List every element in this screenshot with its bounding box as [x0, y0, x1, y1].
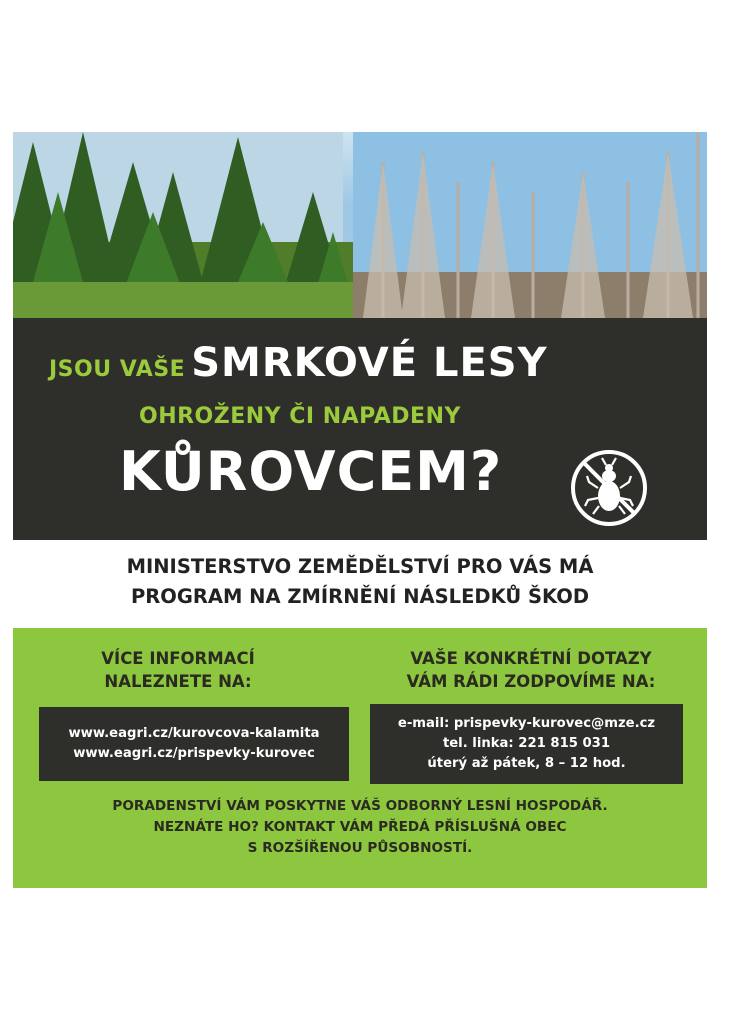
ministry-line-1: MINISTERSTVO ZEMĚDĚLSTVÍ PRO VÁS MÁ — [126, 555, 594, 578]
advice-line-3: S ROZŠÍŘENOU PŮSOBNOSTÍ. — [247, 840, 473, 856]
headline-line-1 — [49, 340, 548, 386]
advice-text — [13, 796, 707, 859]
forest-illustration — [13, 132, 707, 318]
links-box — [39, 707, 349, 781]
ministry-line-2: PROGRAM NA ZMÍRNĚNÍ NÁSLEDKŮ ŠKOD — [130, 585, 590, 608]
forest-photo — [13, 132, 707, 318]
contact-phone: tel. linka: 221 815 031 — [442, 736, 611, 751]
headline-small-text: JSOU VAŠE — [49, 357, 186, 382]
headline-big-text: SMRKOVÉ LESY — [191, 340, 548, 386]
advice-line-1: PORADENSTVÍ VÁM POSKYTNE VÁŠ ODBORNÝ LESNÍ HOSPODÁŘ. — [112, 798, 608, 814]
info-panel — [13, 628, 707, 888]
more-info-heading-line-2: NALEZNETE NA: — [104, 672, 252, 691]
contact-box — [370, 704, 683, 784]
more-info-heading — [53, 647, 303, 693]
questions-heading-line-1: VAŠE KONKRÉTNÍ DOTAZY — [410, 649, 652, 668]
headline-panel — [13, 318, 707, 540]
headline-line-2: OHROŽENY ČI NAPADENY — [139, 404, 461, 429]
link-prispevky-kurovec[interactable]: www.eagri.cz/prispevky-kurovec — [73, 746, 315, 761]
poster — [13, 132, 707, 856]
contact-email[interactable]: e-mail: prispevky-kurovec@mze.cz — [397, 716, 656, 731]
bark-beetle-prohibited-icon — [569, 448, 649, 528]
more-info-heading-line-1: VÍCE INFORMACÍ — [101, 649, 255, 668]
link-kurovcova-kalamita[interactable]: www.eagri.cz/kurovcova-kalamita — [68, 726, 320, 741]
headline-line-3: KŮROVCEM? — [119, 440, 503, 503]
ministry-message — [13, 552, 707, 612]
questions-heading-line-2: VÁM RÁDI ZODPOVÍME NA: — [406, 672, 656, 691]
advice-line-2: NEZNÁTE HO? KONTAKT VÁM PŘEDÁ PŘÍSLUŠNÁ OBEC — [153, 819, 567, 835]
questions-heading — [373, 647, 689, 693]
contact-hours: úterý až pátek, 8 – 12 hod. — [427, 756, 626, 771]
